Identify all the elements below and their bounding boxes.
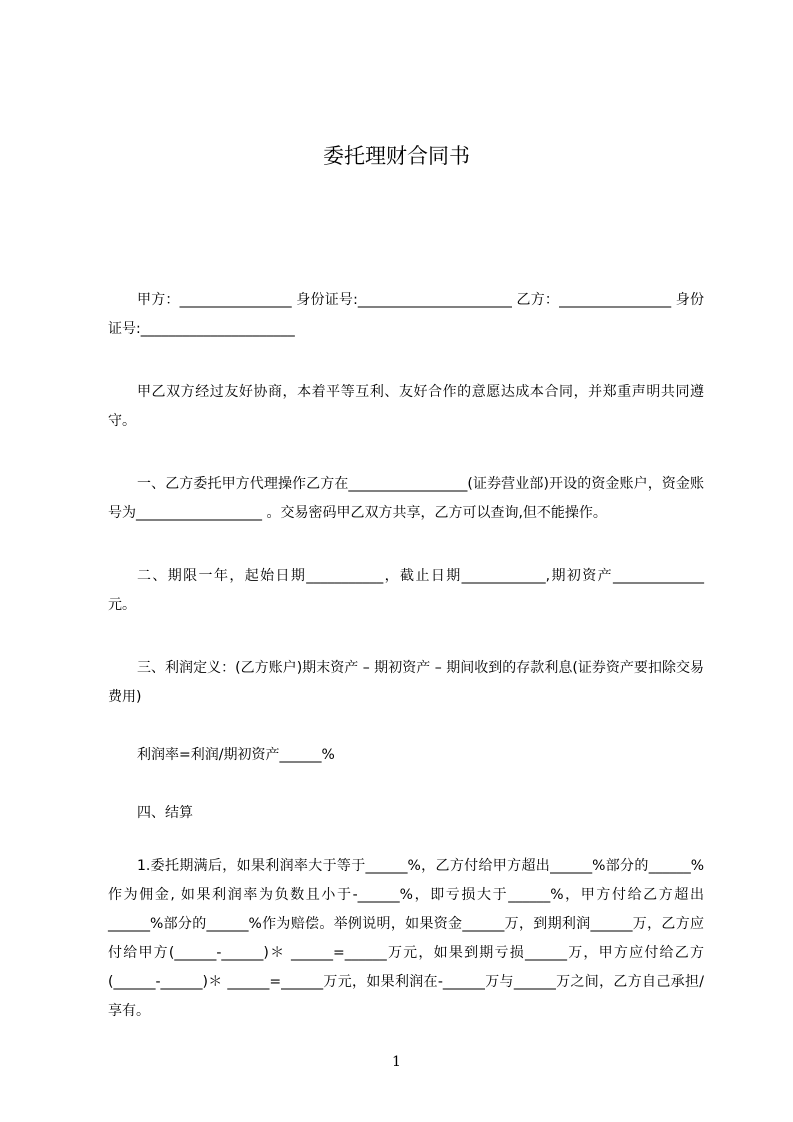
document-title: 委托理财合同书: [323, 144, 470, 168]
clause-4-heading: 四、结算: [137, 805, 193, 821]
document-body: [108, 286, 704, 1026]
parties-paragraph: 甲方：________________ 身份证号:______________________ 乙方：________________ 身份证号:______________________: [108, 292, 704, 337]
clause-3-paragraph: 三、利润定义：(乙方账户)期末资产 – 期初资产 – 期间收到的存款利息(证券资产要扣除交易费用): [108, 660, 704, 705]
settlement-paragraph: 1.委托期满后，如果利润率大于等于______%，乙方付给甲方超出______%部分的______%作为佣金, 如果利润率为负数且小于-______%，即亏损大于______%，甲方付给乙方超出______%部分的______%作为赔偿。举例说明，如果资金______万，到期利润______万，乙方应付给甲方(______-______)＊ ______=______万元，如果到期亏损______万，甲方应付给乙方(______-______)＊ ______=______万元，如果利润在-______万与______万之间，乙方自己承担/享有。: [108, 858, 704, 1019]
clause-1-paragraph: 一、乙方委托甲方代理操作乙方在_________________(证券营业部)开设的资金账户，资金账号为__________________ 。交易密码甲乙双方共享，乙方可以查询,但不能操作。: [108, 476, 704, 521]
clause-2-paragraph: 二、期限一年，起始日期___________，截止日期____________,期初资产_____________ 元。: [108, 568, 704, 613]
preamble-paragraph: 甲乙双方经过友好协商，本着平等互利、友好合作的意愿达成本合同，并郑重声明共同遵守。: [108, 384, 704, 429]
page-number: 1: [392, 1054, 401, 1070]
profit-rate-line: 利润率=利润/期初资产______%: [137, 747, 335, 763]
